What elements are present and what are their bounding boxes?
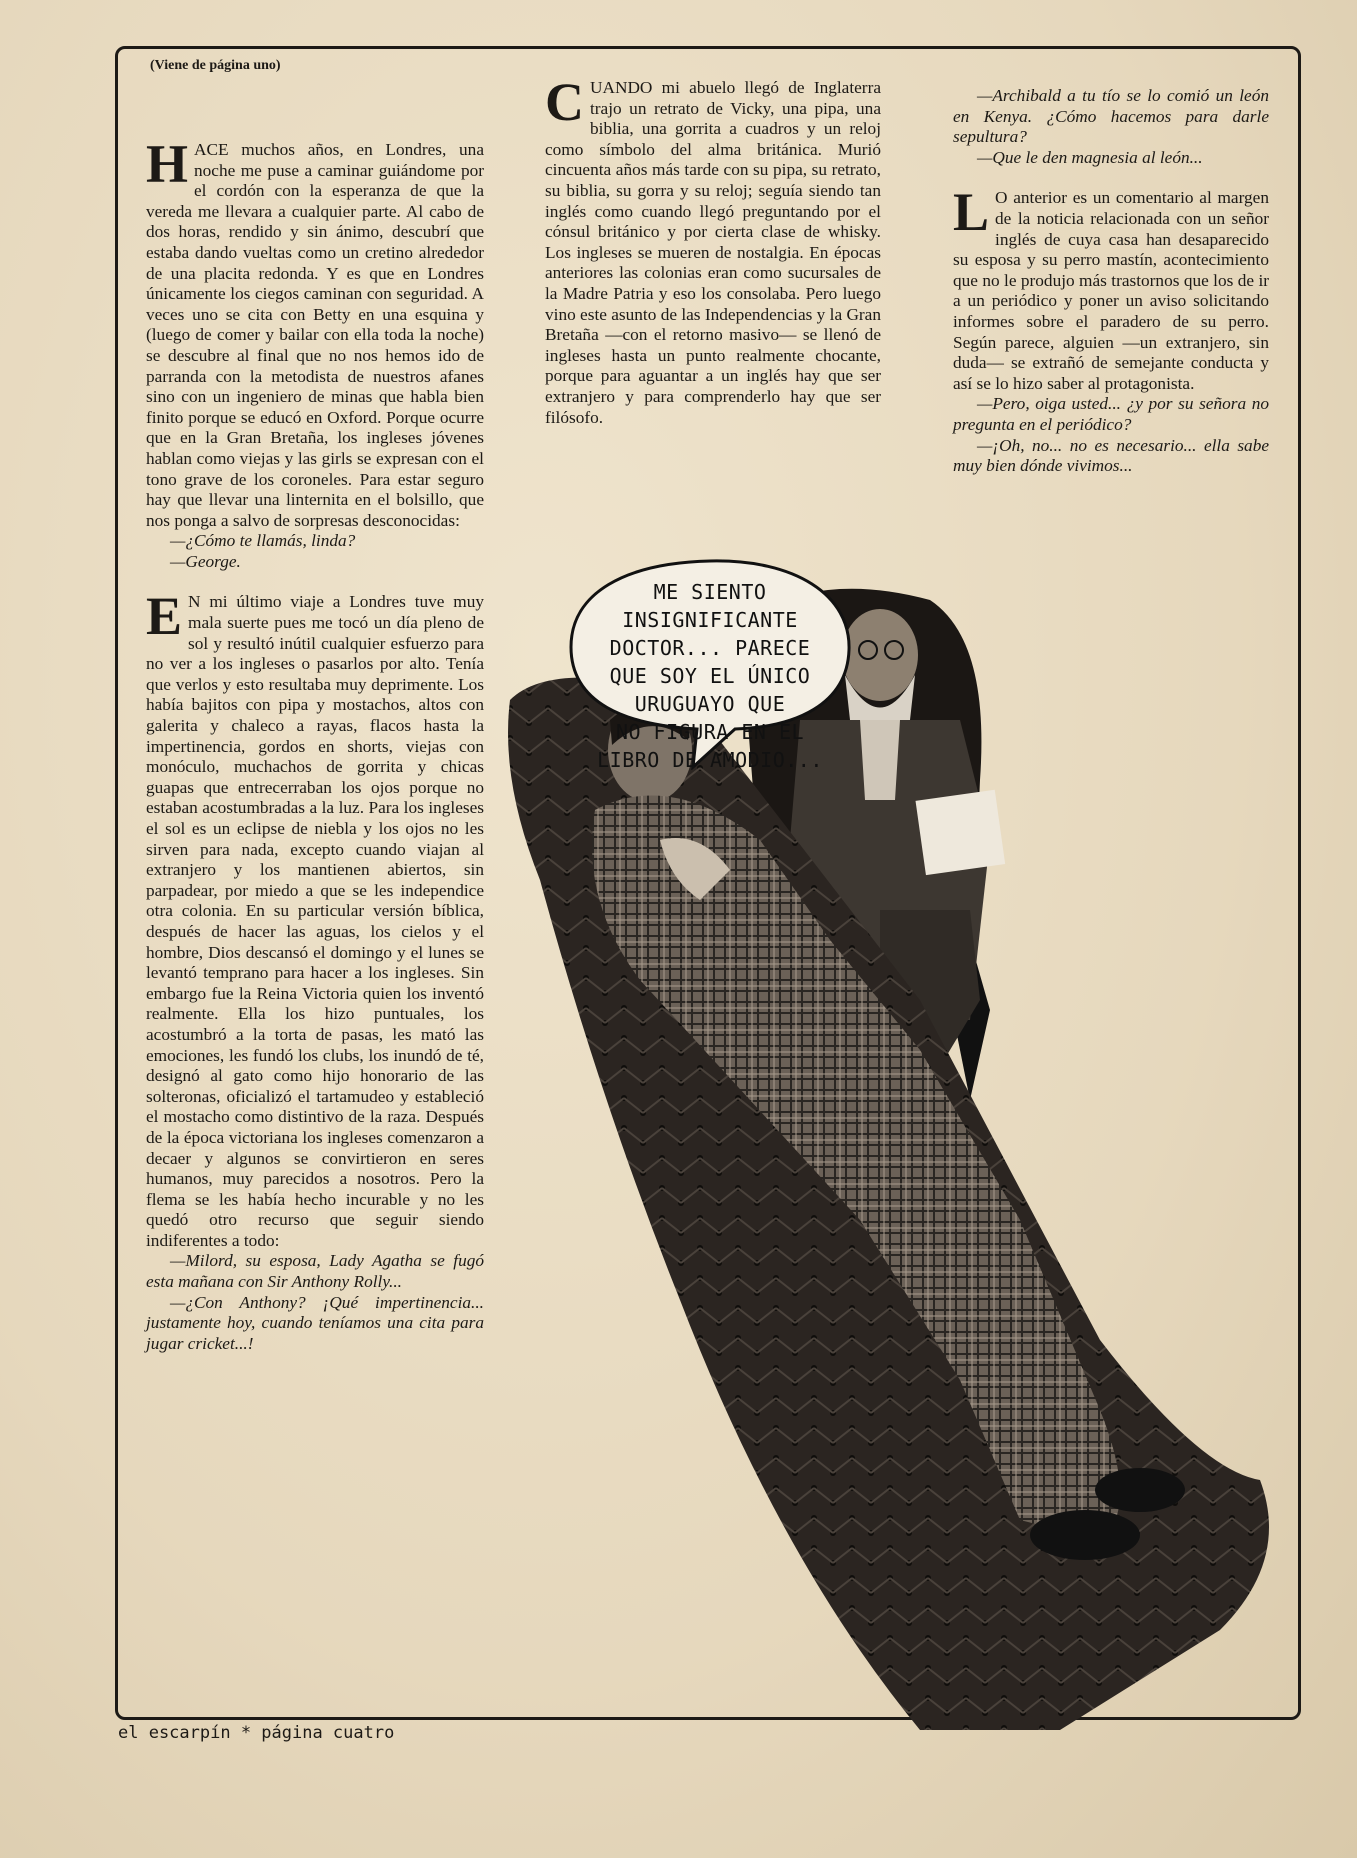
bubble-line: NO FIGURA EN EL	[615, 720, 805, 744]
dialogue-line: —¿Con Anthony? ¡Qué impertinencia... justamente hoy, cuando teníamos una cita para jugar cricket...!	[146, 1292, 484, 1353]
paragraph-1: HACE muchos años, en Londres, una noche me puse a caminar guiándome por el cordón con la esperanza de que la vereda me llevara a cualquier parte. Al cabo de dos horas, rendido y sin ánimo, descubrí que estaba dando vueltas como un cretino alrededor de una placita redonda. Y es que en Londres únicamente los ciegos caminan con seguridad. A veces uno se cita con Betty en una esquina y (luego de comer y bailar con ella toda la noche) se descubre al final que no nos hemos ido de parranda con la metodista de nuestros afanes sino con un ingeniero de minas que habla bien finito porque se educó en Oxford. Porque ocurre que en la Gran Bretaña, los ingleses jóvenes hablan como viejas y las girls se expresan con el tono grave de los coroneles. Para estar seguro hay que llevar una linternita en el bolsillo, que nos ponga a salvo de sorpresas desconocidas:	[146, 134, 484, 530]
dialogue-line: —Archibald a tu tío se lo comió un león en Kenya. ¿Cómo hacemos para darle sepultura?	[953, 86, 1269, 147]
bubble-line: ME SIENTO	[653, 580, 767, 604]
dialogue-line: —¿Cómo te llamás, linda?	[170, 531, 356, 551]
bubble-line: INSIGNIFICANTE	[622, 608, 798, 632]
page-footer: el escarpín * página cuatro	[118, 1723, 395, 1743]
paragraph-2: E N mi último viaje a Londres tuve muy mala suerte pues me tocó un día pleno de sol y resultó inútil cualquier esfuerzo para no ver a los ingleses o pasarlos por alto. Tenía que verlos y esto resultaba muy deprimente. Los había bajitos con pipa y mostachos, altos con galerita y chaleco a rayas, flacos hasta la impertinencia, gordos en shorts, viejas con monóculo, muchachos de gorrita y chicas guapas que entrecerraban los ojos porque no estaban acostumbradas a la luz. Para los ingleses el sol es un eclipse de niebla y los ojos no les sirven para nada, excepto cuando viajan al extranjero y los mantienen abiertos, sin parpadear, por miedo a que se les independice otra colonia. En su particular versión bíblica, después de hacer las aguas, los cielos y el hombre, Dios descansó el domingo y el lunes se levantó temprano para hacer a los ingleses. Sin embargo fue la Reina Victoria quien los inventó realmente. Ella los hizo puntuales, los acostumbró a la torta de pasas, les mató las emociones, les fundó los clubs, los inundó de té, designó al gato como hijo honorario de las solteronas, oficializó el tartamudeo y estableció el mostacho como distintivo de la raza. Después de la época victoriana los ingleses comenzaron a decaer y algunos se convirtieron en seres humanos, muy parecidos a nosotros. Pero la flema se les había hecho incurable y no les quedó otro recurso que seguir siendo indiferentes a todo:	[146, 586, 484, 1250]
dialogue-line: —¡Oh, no... no es necesario... ella sabe muy bien dónde vivimos...	[953, 435, 1269, 476]
bubble-line: URUGUAYO QUE	[634, 692, 786, 716]
continued-note: (Viene de página uno)	[150, 58, 281, 73]
drop-cap: E	[146, 586, 183, 647]
drop-cap: L	[953, 182, 990, 243]
bubble-line: DOCTOR... PARECE	[609, 636, 811, 660]
dialogue-line: —George.	[170, 551, 241, 571]
dialogue-line: —Pero, oiga usted... ¿y por su señora no pregunta en el periódico?	[953, 394, 1269, 434]
paragraph-3: CUANDO mi abuelo llegó de Inglaterra trajo un retrato de Vicky, una pipa, una biblia, una gorrita a cuadros y un reloj como símbolo del alma británica. Murió cincuenta años más tarde con su pipa, su retrato, su biblia, su gorra y su reloj; seguía siendo tan inglés como cuando llegó preguntando por el cónsul británico y por cierta clase de whisky. Los ingleses se mueren de nostalgia. En épocas anteriores las colonias eran como sucursales de la Madre Patria y eso los consolaba. Pero luego vino este asunto de las Independencias y la Gran Bretaña —con el retorno masivo— se llenó de ingleses hasta un punto realmente chocante, porque para aguantar a un inglés hay que ser extranjero y para comprenderlo hay que ser filósofo.	[545, 72, 881, 427]
column-1	[146, 134, 484, 1354]
speech-bubble-text	[575, 578, 845, 774]
dialogue-line: —Que le den magnesia al león...	[977, 147, 1203, 167]
bubble-line: QUE SOY EL ÚNICO	[609, 664, 811, 688]
bubble-line: LIBRO DE AMODIO...	[597, 748, 823, 772]
drop-cap: H	[146, 134, 189, 194]
drop-cap: C	[545, 72, 584, 132]
dialogue-line: —Milord, su esposa, Lady Agatha se fugó esta mañana con Sir Anthony Rolly...	[146, 1251, 484, 1292]
column-3	[953, 86, 1269, 477]
column-2	[545, 72, 881, 428]
paragraph-4: L O anterior es un comentario al margen de la noticia relacionada con un señor inglés de cuya casa han desaparecido su esposa y su perro mastín, acontecimiento que no le produjo más trastornos que los de ir a un periódico y poner un aviso solicitando informes sobre el paradero de su perro. Según parece, alguien —un extranjero, sin duda— se extrañó de semejante conducta y así se lo hizo saber al protagonista.	[953, 182, 1269, 393]
